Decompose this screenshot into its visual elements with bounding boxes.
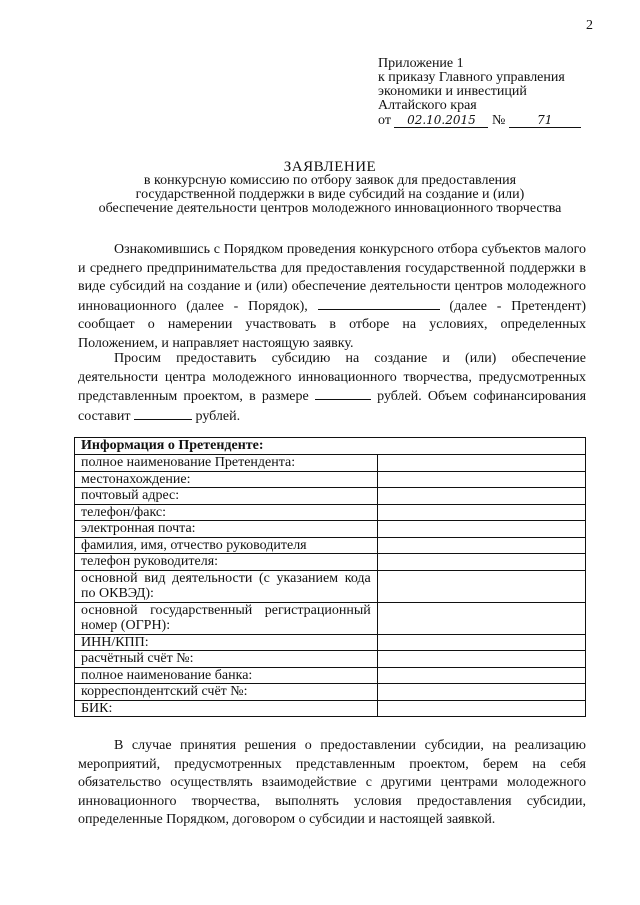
row-value-cell xyxy=(377,504,585,521)
row-label: полное наименование Претендента: xyxy=(75,455,378,472)
appendix-line: экономики и инвестиций xyxy=(378,84,527,99)
title-line: обеспечение деятельности центров молодежного инновационного творчества xyxy=(98,201,562,216)
title-heading: ЗАЯВЛЕНИЕ xyxy=(283,159,377,175)
row-value-cell xyxy=(377,471,585,488)
table-row xyxy=(75,554,586,571)
table-row xyxy=(75,455,586,472)
row-value-cell xyxy=(377,455,585,472)
table-row xyxy=(75,504,586,521)
row-value-cell xyxy=(377,684,585,701)
row-label: телефон/факс: xyxy=(75,504,378,521)
row-value-cell xyxy=(377,488,585,505)
row-value-cell xyxy=(377,537,585,554)
appendix-line: к приказу Главного управления xyxy=(378,70,565,85)
row-value-cell xyxy=(377,602,585,634)
number-prefix: № xyxy=(491,113,506,128)
appendix-date-line xyxy=(378,113,581,128)
obligation-text: В случае принятия решения о предоставлении субсидии, на реализацию мероприятий, предусмотренных представленным проектом, берем на себя обязательство осуществлять взаимодействие с другими центрами молодежного инновационного творчества, выполнять условия предоставления субсидии, определенные Порядком, договором о субсидии и настоящей заявкой. xyxy=(78,738,586,827)
table-row xyxy=(75,602,586,634)
row-label: телефон руководителя: xyxy=(75,554,378,571)
intro-text: Ознакомившись с Порядком проведения конкурсного отбора субъектов малого и среднего предпринимательства для предоставления государственной поддержки в виде субсидий на создание и (или) обеспечение деятельности центров молодежного инновационного (далее - Порядок), xyxy=(78,242,586,314)
page-number: 2 xyxy=(586,18,593,33)
row-value-cell xyxy=(377,634,585,651)
appendix-line: Приложение 1 xyxy=(378,56,464,71)
row-label: ИНН/КПП: xyxy=(75,634,378,651)
handwritten-date: 02.10.2015 xyxy=(394,113,488,128)
row-label: электронная почта: xyxy=(75,521,378,538)
row-label: полное наименование банка: xyxy=(75,667,378,684)
row-value-cell xyxy=(377,651,585,668)
intro-tail: (далее - Претендент) сообщает о намерении участвовать в отборе на условиях, определенных Положением, и направляет настоящую заявку. xyxy=(78,298,587,351)
request-text: Просим предоставить субсидию на создание и (или) обеспечение деятельности центра молодежного инновационного творчества, предусмотренных представленным проектом, в размере xyxy=(78,351,586,404)
request-end: рублей. xyxy=(195,408,241,424)
row-label: местонахождение: xyxy=(75,471,378,488)
table-row xyxy=(75,471,586,488)
title-line: государственной поддержки в виде субсидий на создание и (или) xyxy=(135,187,525,202)
cofinancing-blank xyxy=(134,407,192,420)
obligation-paragraph xyxy=(78,737,586,830)
document-title xyxy=(40,160,620,216)
date-prefix: от xyxy=(378,113,391,128)
table-row xyxy=(75,667,586,684)
intro-paragraph xyxy=(78,241,586,353)
row-label: фамилия, имя, отчество руководителя xyxy=(75,537,378,554)
title-line: в конкурсную комиссию по отбору заявок для предоставления xyxy=(143,173,517,188)
applicant-name-blank xyxy=(318,297,440,310)
request-paragraph xyxy=(78,350,586,426)
table-row xyxy=(75,651,586,668)
row-value-cell xyxy=(377,570,585,602)
handwritten-number: 71 xyxy=(509,113,581,128)
row-label: почтовый адрес: xyxy=(75,488,378,505)
row-label: основной государственный регистрационный номер (ОГРН): xyxy=(75,602,378,634)
request-mid: рублей. Объем софинансирования составит xyxy=(78,389,587,424)
row-value-cell xyxy=(377,554,585,571)
table-row xyxy=(75,570,586,602)
row-value-cell xyxy=(377,667,585,684)
table-row xyxy=(75,684,586,701)
appendix-block xyxy=(378,57,581,128)
row-value-cell xyxy=(377,521,585,538)
table-row xyxy=(75,537,586,554)
table-row xyxy=(75,634,586,651)
table-row xyxy=(75,521,586,538)
appendix-line: Алтайского края xyxy=(378,98,477,113)
row-label: БИК: xyxy=(75,700,378,717)
table-row xyxy=(75,488,586,505)
table-row xyxy=(75,700,586,717)
row-value-cell xyxy=(377,700,585,717)
table-header: Информация о Претенденте: xyxy=(75,438,586,455)
row-label: расчётный счёт №: xyxy=(75,651,378,668)
applicant-info-table xyxy=(74,437,586,717)
amount-blank xyxy=(315,387,371,400)
row-label: корреспондентский счёт №: xyxy=(75,684,378,701)
table-header-row xyxy=(75,438,586,455)
row-label: основной вид деятельности (с указанием кода по ОКВЭД): xyxy=(75,570,378,602)
